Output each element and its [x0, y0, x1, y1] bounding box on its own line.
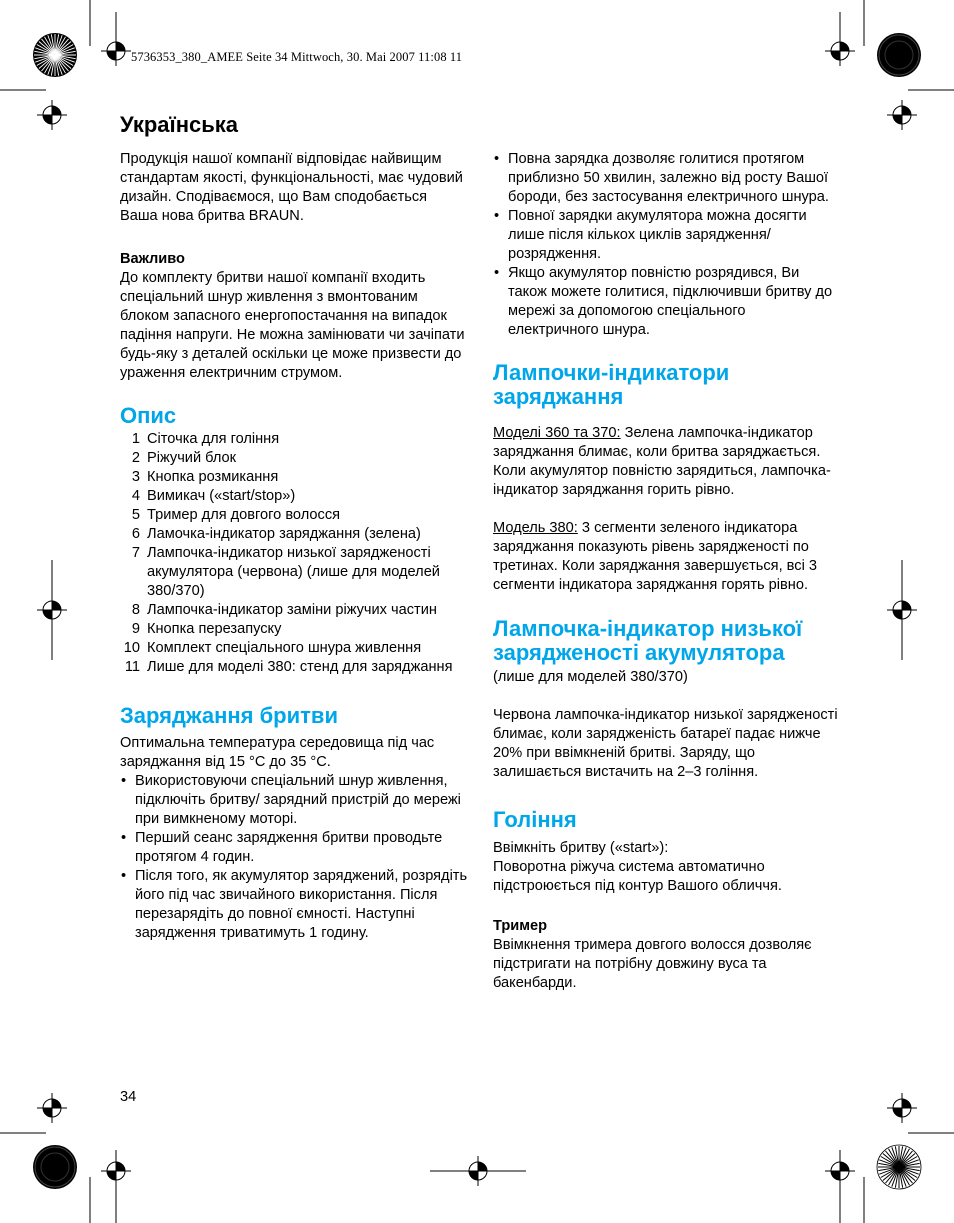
shaving-heading: Гоління — [493, 807, 577, 832]
shaving-line-1: Ввімкніть бритву («start»): — [493, 840, 669, 856]
model-380-paragraph: Модель 380: 3 сегменти зеленого індикатора заряджання показують рівень зарядженості по третинах. Коли заряджання завершується, всі 3 сегменти індикатора заряджання горять рівно. — [493, 520, 817, 593]
shaving-line-2: Поворотна ріжуча система автоматично підстроюється під контур Вашого обличчя. — [493, 859, 782, 894]
star-target-tr — [877, 33, 921, 77]
right-column — [493, 150, 838, 993]
charging-heading: Заряджання бритви — [120, 703, 338, 728]
list-item: 2 Ріжучий блок — [131, 450, 237, 466]
charging-intro: Оптимальна температура середовища під час заряджання від 15 °C до 35 °C. — [120, 735, 435, 770]
list-item: 6 Ламочка-індикатор заряджання (зелена) — [131, 526, 421, 542]
star-target-br — [877, 1145, 921, 1189]
list-item: • Повна зарядка дозволяє голитися протягом приблизно 50 хвилин, залежно від росту Вашої бороди, без застосування електричного шнура. — [493, 150, 838, 207]
list-item: 10 Комплект спеціального шнура живлення — [123, 640, 422, 656]
important-heading: Важливо — [120, 251, 185, 267]
list-item: • Після того, як акумулятор заряджений, розрядіть його під час звичайного використання. Після перезарядіть до повної ємності. Наступні зарядження триватимуть 1 годину. — [120, 867, 468, 943]
list-item: • Якщо акумулятор повністю розрядився, Ви також можете голитися, підключивши бритву до мережі за допомогою спеціального електричного шнура. — [493, 264, 838, 340]
model-380-label: Модель 380: — [493, 520, 578, 536]
trimmer-paragraph: Ввімкнення тримера довгого волосся дозволяє підстригати на потрібну довжину вуса та бакенбарди. — [493, 937, 812, 991]
star-target-tl — [33, 33, 77, 77]
intro-paragraph: Продукція нашої компанії відповідає найвищим стандартам якості, функціональності, має чудовий дизайн. Сподіваємося, що Вам сподобається Ваша нова бритва BRAUN. — [120, 151, 463, 224]
print-slug: 5736353_380_AMEE Seite 34 Mittwoch, 30. Mai 2007 11:08 11 — [131, 50, 463, 64]
models-360-370-paragraph: Моделі 360 та 370: Зелена лампочка-індикатор заряджання блимає, коли бритва заряджається. Коли акумулятор повністю зарядиться, лампочка-індикатор заряджання горить рівно. — [493, 425, 831, 498]
list-item: 7 Лампочка-індикатор низької зарядженості акумулятора (червона) (лише для моделей 380/370) — [131, 545, 440, 599]
description-list — [120, 430, 468, 677]
list-item: 4 Вимикач («start/stop») — [131, 488, 296, 504]
list-item: 8 Лампочка-індикатор заміни ріжучих частин — [131, 602, 437, 618]
page-number: 34 — [120, 1089, 137, 1105]
models-360-370-label: Моделі 360 та 370: — [493, 425, 621, 441]
trimmer-heading: Тример — [493, 918, 548, 934]
list-item: 3 Кнопка розмикання — [131, 469, 279, 485]
low-charge-heading: Лампочка-індикатор низької зарядженості акумулятора — [493, 616, 803, 665]
charging-bullets — [120, 772, 468, 943]
star-target-bl — [33, 1145, 77, 1189]
list-item: 9 Кнопка перезапуску — [131, 621, 282, 637]
list-item: 11 Лише для моделі 380: стенд для заряджання — [124, 659, 453, 675]
page-title: Українська — [120, 112, 239, 137]
list-item: • Перший сеанс зарядження бритви проводьте протягом 4 годин. — [120, 829, 468, 867]
list-item: • Використовуючи спеціальний шнур живлення, підключіть бритву/ зарядний пристрій до мережі при вимкненому моторі. — [120, 772, 468, 829]
list-item: • Повної зарядки акумулятора можна досягти лише після кількох циклів зарядження/розрядження. — [493, 207, 838, 264]
indicators-heading: Лампочки-індикатори заряджання — [493, 360, 730, 409]
low-charge-paragraph: Червона лампочка-індикатор низької зарядженості блимає, коли зарядженість батареї падає нижче 20% при ввімкненій бритві. Заряду, що залишається вистачить на 2–3 гоління. — [493, 707, 838, 780]
battery-bullets — [493, 150, 838, 340]
low-charge-note: (лише для моделей 380/370) — [493, 669, 688, 685]
important-paragraph: До комплекту бритви нашої компанії входить спеціальний шнур живлення з вмонтованим блоком запасного енергопостачання на випадок падіння напруги. Не можна замінювати чи зачіпати будь-яку з деталей оскільки це може призвести до ураження електричним струмом. — [120, 270, 465, 381]
left-column — [120, 150, 468, 943]
description-heading: Опис — [120, 403, 177, 428]
list-item: 5 Тример для довгого волосся — [131, 507, 341, 523]
list-item: 1 Сіточка для гоління — [131, 431, 280, 447]
